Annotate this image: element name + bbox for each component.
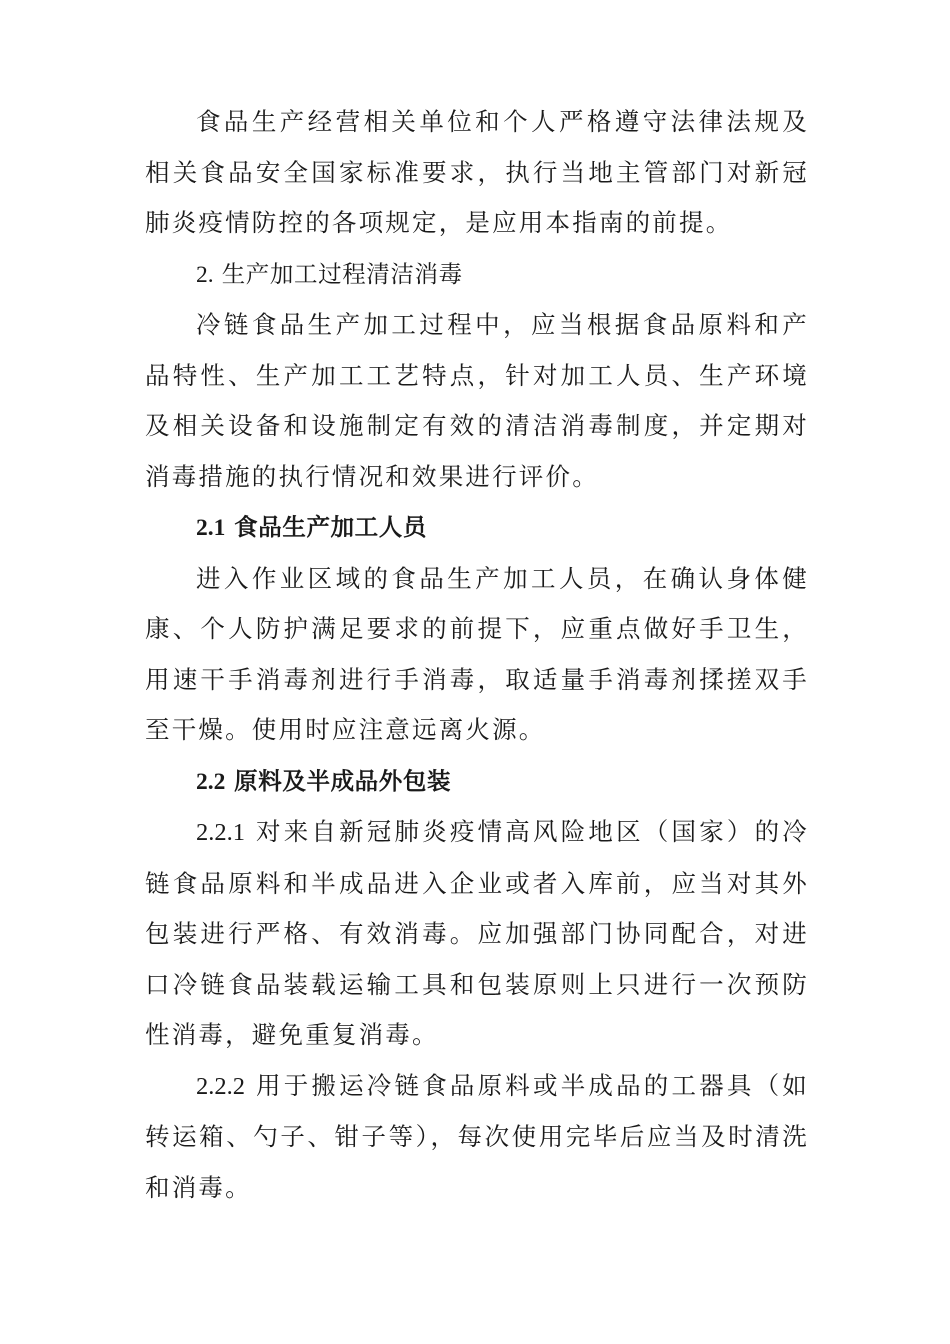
section-2-2-1-number: 2.2.1	[196, 819, 245, 846]
section-2-heading	[145, 249, 809, 301]
section-2-body: 冷链食品生产加工过程中，应当根据食品原料和产品特性、生产加工工艺特点，针对加工人员、生产环境及相关设备和设施制定有效的清洁消毒制度，并定期对消毒措施的执行情况和效果进行评价。	[145, 310, 809, 491]
section-2-2-2-number: 2.2.2	[196, 1072, 245, 1100]
section-2-2-title: 原料及半成品外包装	[234, 766, 452, 795]
section-2-1-heading	[145, 502, 809, 554]
section-2-title: 生产加工过程清洁消毒	[221, 259, 463, 288]
section-2-2-1-text: 对来自新冠肺炎疫情高风险地区（国家）的冷链食品原料和半成品进入企业或者入库前，应当对其外包装进行严格、有效消毒。应加强部门协同配合，对进口冷链食品装载运输工具和包装原则上只进行一次预防性消毒，避免重复消毒。	[145, 817, 809, 1049]
section-2-1-body: 进入作业区域的食品生产加工人员，在确认身体健康、个人防护满足要求的前提下，应重点做好手卫生，用速干手消毒剂进行手消毒，取适量手消毒剂揉搓双手至干燥。使用时应注意远离火源。	[145, 563, 809, 744]
intro-paragraph: 食品生产经营相关单位和个人严格遵守法律法规及相关食品安全国家标准要求，执行当地主管部门对新冠肺炎疫情防控的各项规定，是应用本指南的前提。	[145, 107, 809, 237]
document-page	[145, 97, 809, 1213]
section-2-2-1-paragraph	[145, 807, 809, 1061]
section-2-2-2-text: 用于搬运冷链食品原料或半成品的工器具（如转运箱、勺子、钳子等），每次使用完毕后应当及时清洗和消毒。	[145, 1070, 809, 1202]
section-2-1-number: 2.1	[196, 515, 226, 541]
section-2-2-number: 2.2	[196, 768, 226, 795]
section-2-2-heading	[145, 756, 809, 808]
section-2-1-title: 食品生产加工人员	[234, 513, 427, 541]
section-2-2-2-paragraph	[145, 1061, 809, 1214]
section-2-number: 2.	[196, 261, 214, 288]
